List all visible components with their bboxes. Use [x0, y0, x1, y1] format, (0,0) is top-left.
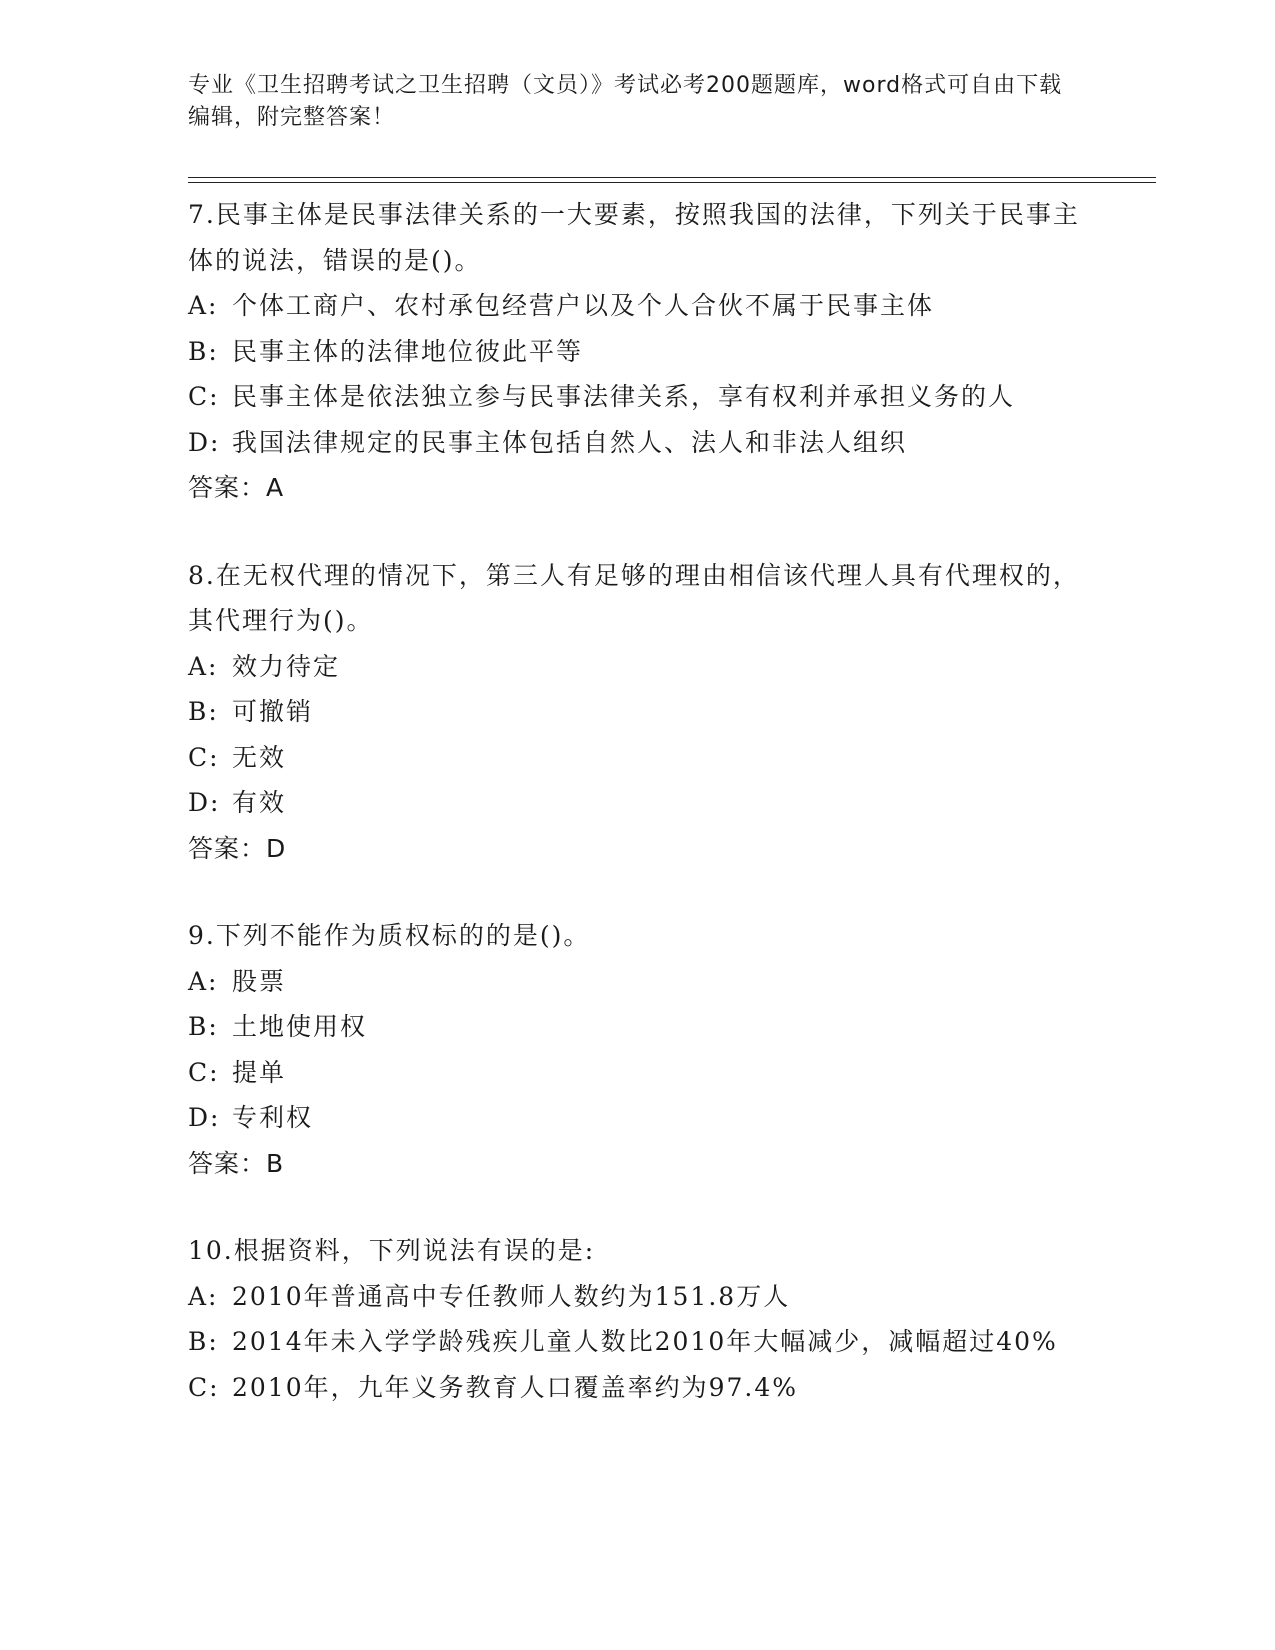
option-letter: A:	[188, 1281, 219, 1311]
option-text: 股票	[232, 966, 287, 996]
option-a	[188, 959, 1088, 1005]
option-letter: D:	[188, 427, 221, 457]
option-text: 民事主体是依法独立参与民事法律关系，享有权利并承担义务的人	[232, 382, 1016, 411]
option-text: 效力待定	[232, 651, 341, 681]
option-a	[188, 1274, 1088, 1320]
option-text: 民事主体的法律地位彼此平等	[232, 336, 584, 366]
option-a	[188, 283, 1088, 329]
option-letter: C:	[188, 1057, 220, 1087]
option-letter: D:	[188, 1103, 221, 1132]
option-letter: B:	[188, 336, 219, 366]
option-letter: C:	[188, 1372, 220, 1402]
option-text: 2010年，九年义务教育人口覆盖率约为97.4%	[232, 1372, 799, 1402]
document-header: 专业《卫生招聘考试之卫生招聘（文员）》考试必考200题题库，word格式可自由下载编辑，附完整答案！	[188, 73, 1063, 130]
option-text: 土地使用权	[232, 1012, 368, 1041]
question-item	[188, 553, 1088, 872]
option-d	[188, 420, 1088, 466]
answer-line: 答案：B	[188, 1148, 285, 1178]
option-c	[188, 1365, 1088, 1411]
option-text: 2014年未入学学龄残疾儿童人数比2010年大幅减少，减幅超过40%	[232, 1327, 1058, 1356]
question-stem: 10.根据资料，下列说法有误的是:	[188, 1236, 596, 1265]
option-text: 无效	[232, 742, 287, 772]
question-stem: 9.下列不能作为质权标的的是()。	[188, 921, 591, 950]
option-letter: A:	[188, 651, 219, 681]
option-letter: A:	[188, 966, 219, 996]
option-b	[188, 1319, 1088, 1365]
option-b	[188, 689, 1088, 735]
option-c	[188, 735, 1088, 781]
question-list	[188, 192, 1088, 1452]
option-letter: A:	[188, 291, 219, 320]
question-item	[188, 913, 1088, 1186]
option-a	[188, 644, 1088, 690]
option-letter: B:	[188, 697, 219, 726]
option-letter: B:	[188, 1327, 219, 1356]
option-d	[188, 780, 1088, 826]
option-letter: C:	[188, 742, 220, 772]
option-text: 提单	[232, 1057, 287, 1087]
header-divider-secondary	[188, 182, 1156, 183]
question-stem: 7.民事主体是民事法律关系的一大要素，按照我国的法律，下列关于民事主体的说法，错误的是()。	[188, 200, 1080, 275]
question-stem: 8.在无权代理的情况下，第三人有足够的理由相信该代理人具有代理权的，其代理行为()。	[188, 560, 1080, 635]
option-d	[188, 1095, 1088, 1141]
option-text: 可撤销	[232, 697, 314, 726]
option-text: 专利权	[232, 1103, 314, 1132]
option-c	[188, 1050, 1088, 1096]
option-letter: C:	[188, 382, 220, 411]
option-text: 有效	[232, 788, 287, 817]
option-text: 我国法律规定的民事主体包括自然人、法人和非法人组织	[232, 427, 908, 457]
option-letter: B:	[188, 1012, 219, 1041]
option-text: 2010年普通高中专任教师人数约为151.8万人	[232, 1281, 791, 1311]
option-c	[188, 374, 1088, 420]
option-b	[188, 1004, 1088, 1050]
question-item	[188, 1228, 1088, 1410]
question-item	[188, 192, 1088, 511]
option-b	[188, 329, 1088, 375]
option-text: 个体工商户、农村承包经营户以及个人合伙不属于民事主体	[232, 291, 935, 320]
answer-line: 答案：A	[188, 473, 285, 502]
answer-line: 答案：D	[188, 833, 287, 863]
header-divider	[188, 177, 1156, 178]
option-letter: D:	[188, 788, 221, 817]
